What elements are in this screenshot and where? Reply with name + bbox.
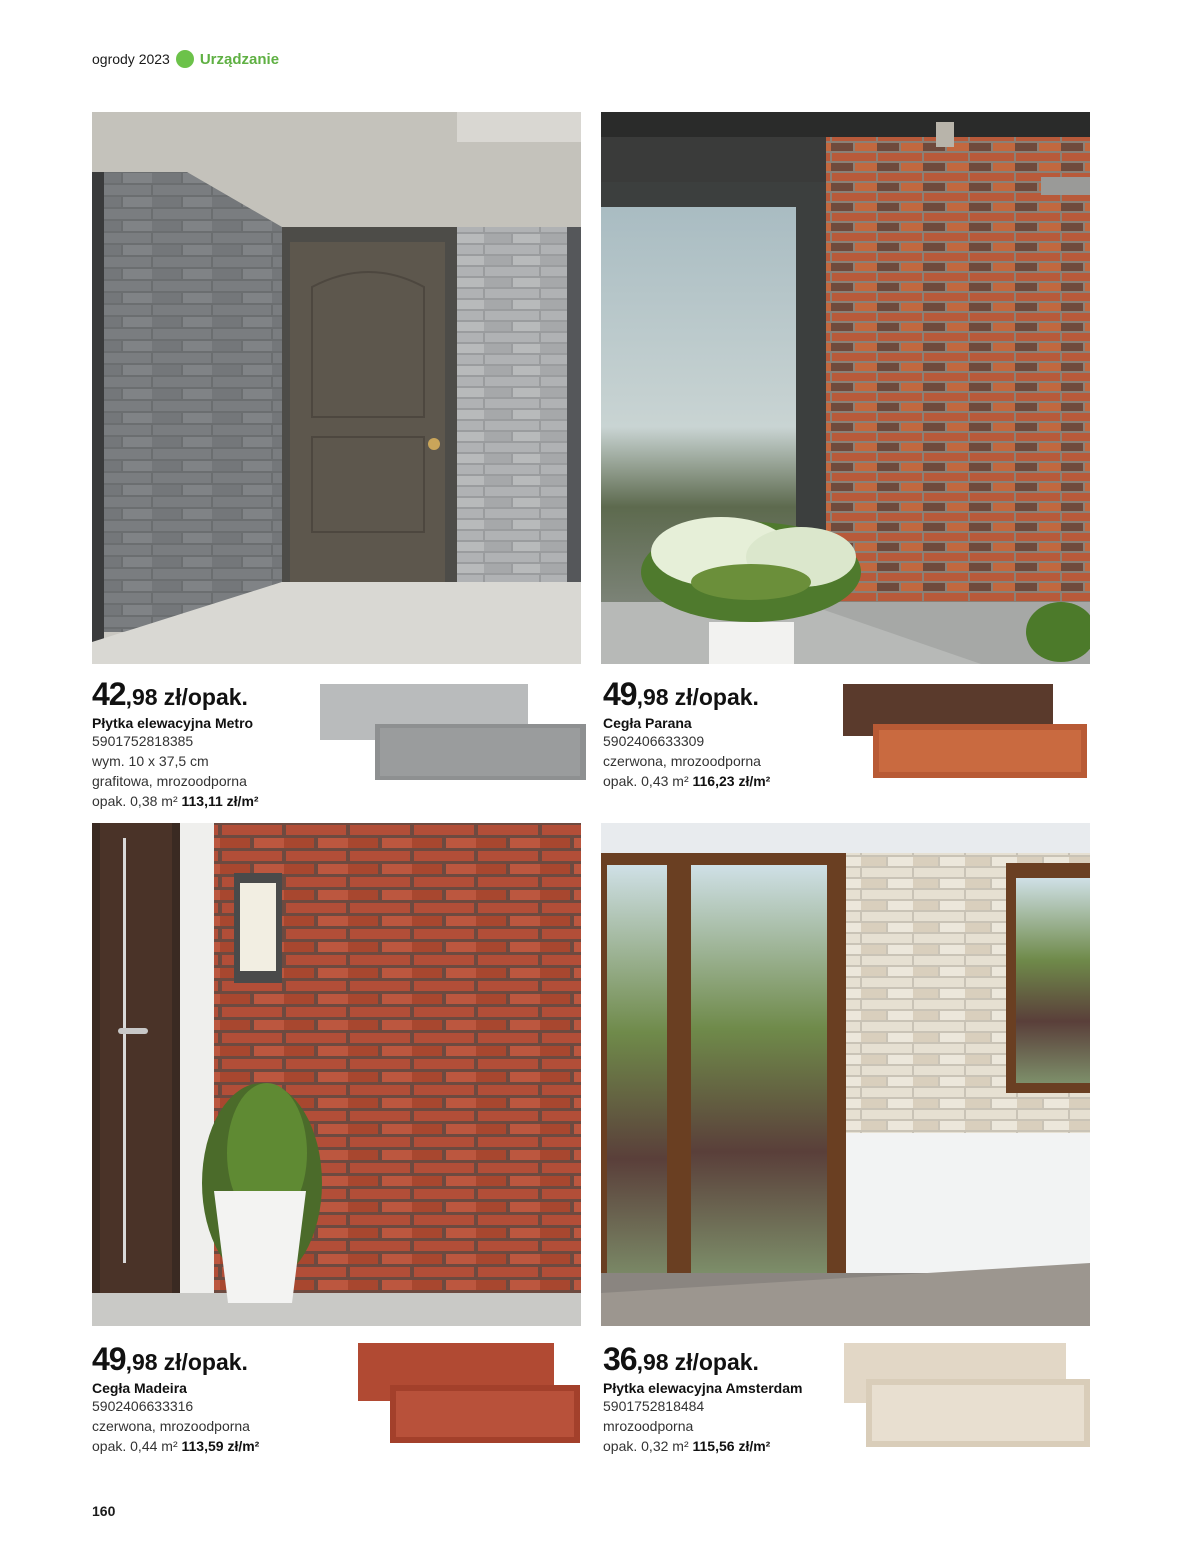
page-header: [92, 50, 279, 68]
page-number: 160: [92, 1503, 116, 1519]
product-name: Cegła Madeira: [92, 1380, 187, 1396]
product-ean: 5901752818385: [92, 733, 194, 749]
product-info-metro: [92, 676, 312, 811]
product-photo-madeira: [92, 823, 581, 1326]
price: 36,98 zł/opak.: [603, 1341, 759, 1377]
product-info-amsterdam: [603, 1341, 843, 1456]
product-ean: 5901752818484: [603, 1398, 705, 1414]
product-photo-metro: [92, 112, 581, 664]
product-dimensions: wym. 10 x 37,5 cm: [92, 753, 209, 769]
product-name: Płytka elewacyjna Metro: [92, 715, 254, 731]
product-info-madeira: [92, 1341, 332, 1456]
product-name: Cegła Parana: [603, 715, 692, 731]
price: 49,98 zł/opak.: [92, 1341, 248, 1377]
product-pack: opak. 0,44 m² 113,59 zł/m²: [92, 1438, 260, 1454]
price: 42,98 zł/opak.: [92, 676, 248, 712]
product-name: Płytka elewacyjna Amsterdam: [603, 1380, 803, 1396]
product-ean: 5902406633316: [92, 1398, 194, 1414]
swatch-metro: [320, 684, 586, 780]
swatch-parana: [843, 684, 1087, 778]
product-info-parana: [603, 676, 833, 791]
product-photo-amsterdam: [601, 823, 1090, 1326]
price: 49,98 zł/opak.: [603, 676, 759, 712]
product-pack: opak. 0,38 m² 113,11 zł/m²: [92, 793, 259, 809]
product-description: czerwona, mrozoodporna: [603, 753, 761, 769]
product-description: grafitowa, mrozoodporna: [92, 773, 247, 789]
product-photo-parana: [601, 112, 1090, 664]
swatch-madeira: [358, 1343, 580, 1443]
product-description: czerwona, mrozoodporna: [92, 1418, 250, 1434]
product-pack: opak. 0,32 m² 115,56 zł/m²: [603, 1438, 771, 1454]
swatch-amsterdam: [844, 1343, 1090, 1447]
product-ean: 5902406633309: [603, 733, 705, 749]
category-dot-icon: [176, 50, 194, 68]
category-label: Urządzanie: [199, 50, 280, 68]
product-description: mrozoodporna: [603, 1418, 694, 1434]
brand-label: ogrody 2023: [92, 51, 170, 67]
product-pack: opak. 0,43 m² 116,23 zł/m²: [603, 773, 771, 789]
